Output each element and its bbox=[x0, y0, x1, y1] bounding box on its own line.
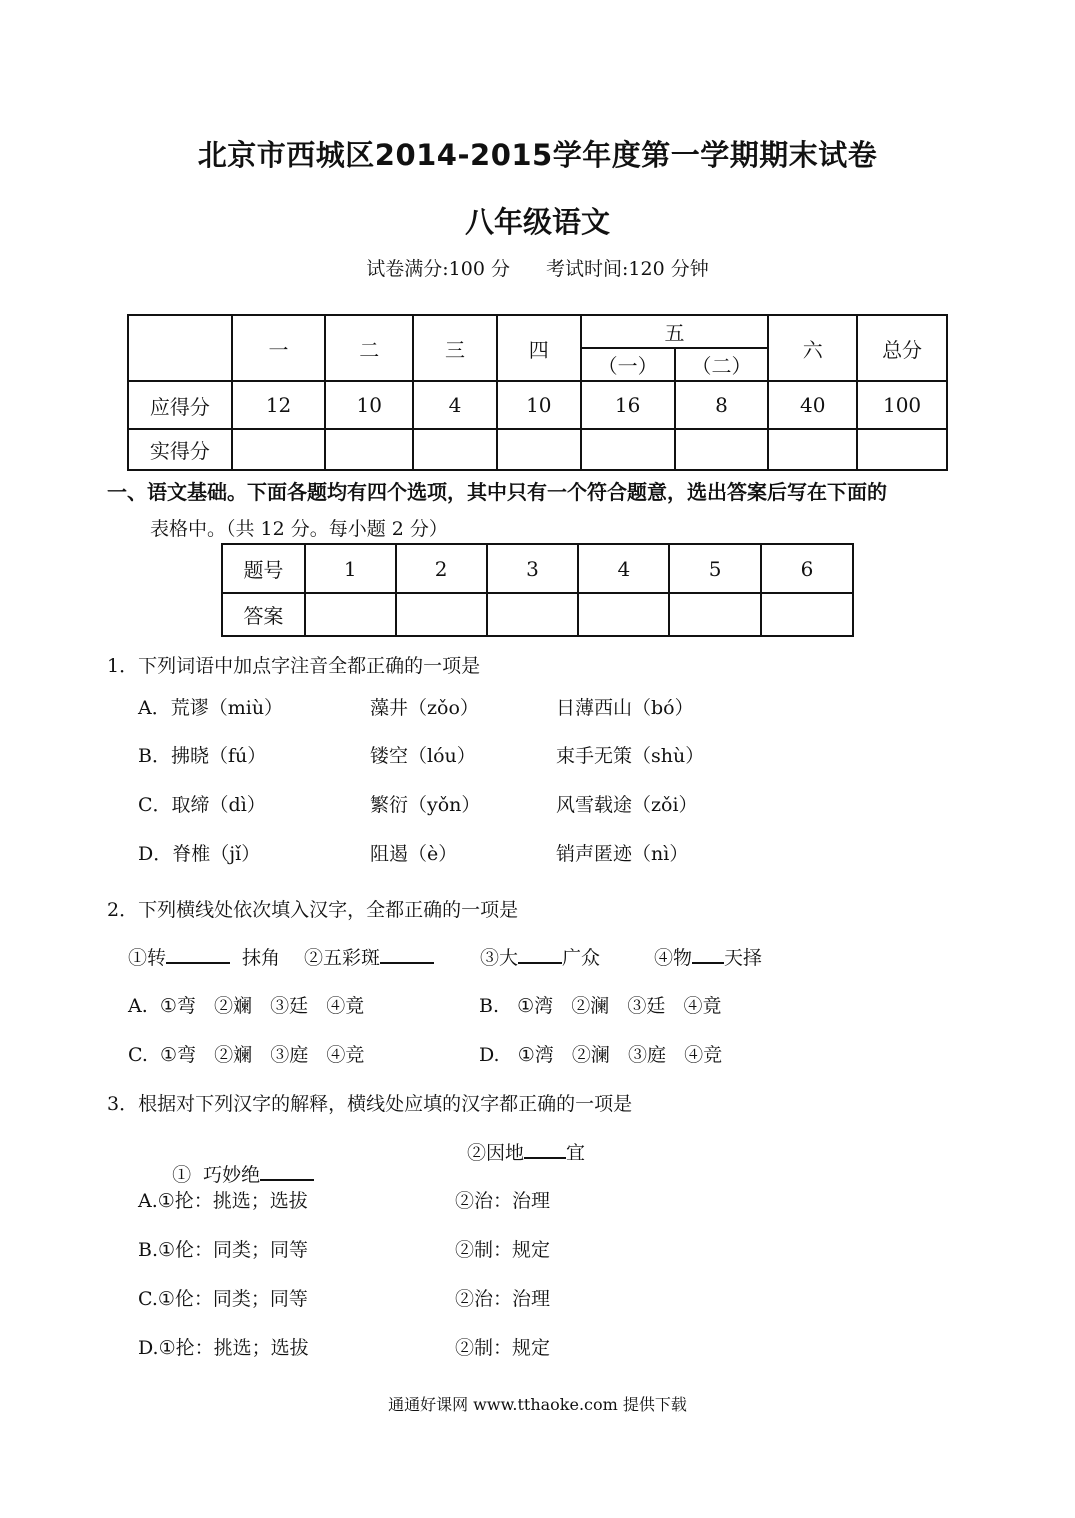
score-cell: 4 bbox=[413, 381, 497, 429]
score-input-cell[interactable] bbox=[581, 429, 675, 470]
question-number: 5 bbox=[669, 544, 761, 593]
fill-blank[interactable] bbox=[692, 944, 724, 964]
score-cell: 16 bbox=[581, 381, 675, 429]
answer-input-cell[interactable] bbox=[487, 593, 579, 636]
q1-option-c-2: 繁衍（yǒn） bbox=[370, 794, 481, 816]
footer-note: 通通好课网 www.tthaoke.com 提供下载 bbox=[388, 1395, 687, 1414]
q3-item-2 bbox=[467, 1138, 585, 1165]
score-row-label: 应得分 bbox=[128, 381, 232, 429]
q2-item-text: ③大 bbox=[480, 947, 519, 969]
q2-option-c: C. ①弯 ②斓 ③庭 ④竞 bbox=[128, 1044, 365, 1066]
q1-option-d-3: 销声匿迹（nì） bbox=[556, 843, 689, 865]
fill-blank[interactable] bbox=[524, 1139, 566, 1159]
q1-option-b-3: 束手无策（shù） bbox=[556, 745, 705, 767]
fill-blank[interactable] bbox=[380, 944, 434, 964]
fill-blank[interactable] bbox=[166, 944, 230, 964]
score-cell: 100 bbox=[857, 381, 947, 429]
answer-row-label: 题号 bbox=[222, 544, 305, 593]
q3-item-text: ②因地 bbox=[467, 1142, 525, 1164]
q1-option-a-3: 日薄西山（bó） bbox=[556, 697, 694, 719]
score-cell: 8 bbox=[675, 381, 769, 429]
exam-time: 考试时间:120 分钟 bbox=[546, 258, 709, 280]
q2-item-text: 广众 bbox=[562, 947, 601, 969]
question-number: 6 bbox=[761, 544, 853, 593]
exam-meta bbox=[0, 254, 1075, 281]
question-3-stem: 3．根据对下列汉字的解释，横线处应填的汉字都正确的一项是 bbox=[107, 1093, 633, 1115]
answer-input-cell[interactable] bbox=[578, 593, 669, 636]
answer-row-label: 答案 bbox=[222, 593, 305, 636]
answer-table bbox=[221, 543, 854, 637]
q1-option-c-3: 风雪载途（zǒi） bbox=[556, 794, 698, 816]
score-input-cell[interactable] bbox=[497, 429, 581, 470]
score-row-label: 实得分 bbox=[128, 429, 232, 470]
q2-item-text: ②五彩斑 bbox=[304, 947, 381, 969]
score-col-header: 三 bbox=[413, 315, 497, 381]
q2-item-text: ①转 bbox=[128, 947, 167, 969]
question-2-stem: 2．下列横线处依次填入汉字，全都正确的一项是 bbox=[107, 899, 519, 921]
q1-option-c-1: C．取缔（dì） bbox=[138, 794, 266, 816]
answer-input-cell[interactable] bbox=[396, 593, 487, 636]
answer-input-cell[interactable] bbox=[305, 593, 396, 636]
score-col-header: 一 bbox=[232, 315, 326, 381]
full-score: 试卷满分:100 分 bbox=[366, 258, 510, 280]
question-number: 2 bbox=[396, 544, 487, 593]
q2-item-text: 天择 bbox=[724, 947, 763, 969]
question-1-stem: 1．下列词语中加点字注音全都正确的一项是 bbox=[107, 655, 481, 677]
q2-option-b: B. ①湾 ②澜 ③廷 ④竟 bbox=[479, 995, 722, 1017]
score-input-cell[interactable] bbox=[232, 429, 326, 470]
score-corner-cell bbox=[128, 315, 232, 381]
section-heading-cont: 表格中。（共 12 分。每小题 2 分） bbox=[150, 518, 448, 540]
q2-item-text: 抹角 bbox=[242, 947, 281, 969]
score-cell: 12 bbox=[232, 381, 326, 429]
score-cell: 40 bbox=[768, 381, 857, 429]
score-sub-header: （一） bbox=[581, 348, 675, 381]
fill-blank[interactable] bbox=[260, 1161, 314, 1181]
score-col-header: 总分 bbox=[857, 315, 947, 381]
q2-option-d: D. ①湾 ②澜 ③庭 ④竞 bbox=[479, 1044, 723, 1066]
q3-option-c-1: C.①伦：同类；同等 bbox=[138, 1288, 308, 1310]
question-number: 4 bbox=[578, 544, 669, 593]
score-input-cell[interactable] bbox=[675, 429, 769, 470]
score-col-header: 四 bbox=[497, 315, 581, 381]
q3-item-text: ① 巧妙绝 bbox=[172, 1164, 261, 1186]
q3-option-d-2: ②制：规定 bbox=[455, 1337, 551, 1359]
q3-option-c-2: ②治：治理 bbox=[455, 1288, 551, 1310]
q1-option-b-1: B．拂晓（fú） bbox=[138, 745, 267, 767]
exam-subtitle: 八年级语文 bbox=[464, 205, 610, 239]
answer-input-cell[interactable] bbox=[761, 593, 853, 636]
q3-option-b-1: B.①伦：同类；同等 bbox=[138, 1239, 309, 1261]
score-table bbox=[127, 314, 948, 471]
q3-option-d-1: D.①抡：挑选；选拔 bbox=[138, 1337, 309, 1359]
section-heading: 一、语文基础。下面各题均有四个选项，其中只有一个符合题意，选出答案后写在下面的 bbox=[107, 480, 887, 504]
question-number: 3 bbox=[487, 544, 579, 593]
answer-input-cell[interactable] bbox=[669, 593, 761, 636]
score-input-cell[interactable] bbox=[325, 429, 413, 470]
q2-option-a: A. ①弯 ②斓 ③廷 ④竟 bbox=[128, 995, 365, 1017]
q2-item-2 bbox=[304, 943, 434, 970]
q3-option-a-1: A.①抡：挑选；选拔 bbox=[138, 1190, 308, 1212]
score-col-header: 六 bbox=[768, 315, 857, 381]
score-input-cell[interactable] bbox=[857, 429, 947, 470]
q3-option-a-2: ②治：治理 bbox=[455, 1190, 551, 1212]
score-cell: 10 bbox=[497, 381, 581, 429]
score-cell: 10 bbox=[325, 381, 413, 429]
q1-option-b-2: 镂空（lóu） bbox=[370, 745, 476, 767]
exam-title: 北京市西城区2014-2015学年度第一学期期末试卷 bbox=[197, 138, 878, 172]
question-number: 1 bbox=[305, 544, 396, 593]
q3-option-b-2: ②制：规定 bbox=[455, 1239, 551, 1261]
q3-item-text: 宜 bbox=[566, 1142, 586, 1164]
q1-option-a-1: A．荒谬（miù） bbox=[138, 697, 284, 719]
score-input-cell[interactable] bbox=[768, 429, 857, 470]
q1-option-a-2: 藻井（zǒo） bbox=[370, 697, 479, 719]
score-input-cell[interactable] bbox=[413, 429, 497, 470]
q1-option-d-2: 阻遏（è） bbox=[370, 843, 458, 865]
q2-item-4 bbox=[654, 943, 762, 970]
q2-item-text: ④物 bbox=[654, 947, 693, 969]
score-col-header: 五 bbox=[581, 315, 769, 348]
q1-option-d-1: D．脊椎（jǐ） bbox=[138, 843, 261, 865]
score-sub-header: （二） bbox=[675, 348, 769, 381]
q2-item-3 bbox=[480, 943, 600, 970]
fill-blank[interactable] bbox=[518, 944, 562, 964]
score-col-header: 二 bbox=[325, 315, 413, 381]
q2-item-1 bbox=[128, 943, 280, 970]
q3-item-1 bbox=[160, 1138, 314, 1187]
